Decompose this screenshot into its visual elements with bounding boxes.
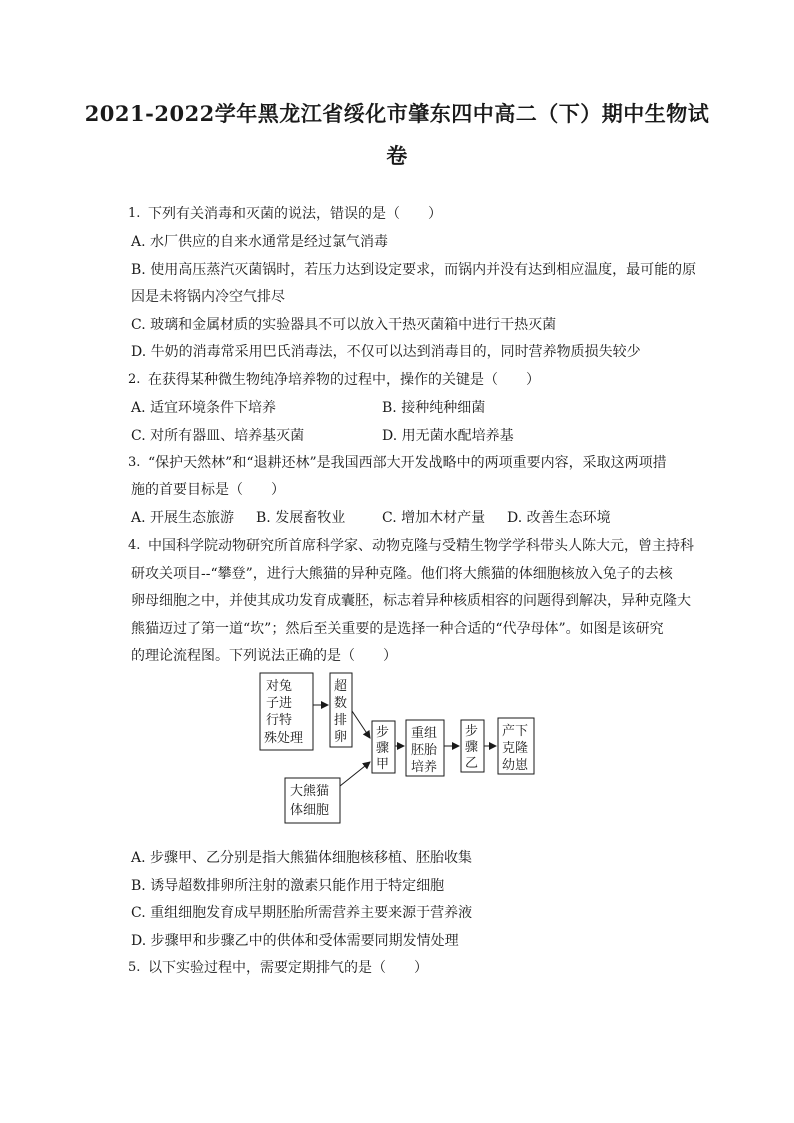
flow-box-text: 乙 <box>465 756 479 771</box>
option-a: A. 开展生态旅游 <box>131 510 235 526</box>
flow-box-text: 子进 <box>266 696 293 711</box>
option-c: C. 重组细胞发育成早期胚胎所需营养主要来源于营养液 <box>131 905 473 921</box>
question-stem-line-1: 中国科学院动物研究所首席科学家、动物克隆与受精生物学学科带头人陈大元，曾主持科 <box>148 538 694 554</box>
question-stem: 下列有关消毒和灭菌的说法，错误的是（ ） <box>148 206 442 222</box>
option-b: B. 接种纯种细菌 <box>382 400 486 416</box>
option-d: D. 改善生态环境 <box>507 510 611 526</box>
flow-box-text: 步 <box>376 725 390 740</box>
flow-arrow <box>340 762 370 786</box>
flow-box-text: 幼崽 <box>502 758 529 773</box>
flow-box-text: 胚胎 <box>411 743 438 758</box>
option-b: B. 发展畜牧业 <box>256 510 346 526</box>
option-a: A. 步骤甲、乙分别是指大熊猫体细胞核移植、胚胎收集 <box>131 850 473 866</box>
option-d: D. 牛奶的消毒常采用巴氏消毒法，不仅可以达到消毒目的，同时营养物质损失较少 <box>131 344 641 360</box>
question-stem: 在获得某种微生物纯净培养物的过程中，操作的关键是（ ） <box>148 372 540 388</box>
option-d: D. 步骤甲和步骤乙中的供体和受体需要同期发情处理 <box>131 933 459 949</box>
flow-diagram <box>255 668 545 828</box>
question-stem: 以下实验过程中，需要定期排气的是（ ） <box>148 960 428 976</box>
title-line-1: 2021-2022学年黑龙江省绥化市肇东四中高二（下）期中生物试 <box>84 101 710 126</box>
question-stem-line-3: 卵母细胞之中，并使其成功发育成囊胚，标志着异种核质相容的问题得到解决，异种克隆大 <box>131 593 691 609</box>
option-c: C. 增加木材产量 <box>382 510 486 526</box>
flow-box-text: 步 <box>465 724 479 739</box>
flow-box-text: 重组 <box>411 726 438 741</box>
option-d: D. 用无菌水配培养基 <box>382 428 514 444</box>
flow-arrow <box>352 711 370 738</box>
question-number: 1. <box>128 206 141 221</box>
flow-box-text: 大熊猫 <box>290 784 330 799</box>
flow-box-text: 甲 <box>376 757 390 772</box>
question-number: 3. <box>128 455 141 470</box>
flow-box-text: 数 <box>334 696 348 711</box>
flow-box-text: 对兔 <box>266 679 293 694</box>
flow-box-text: 体细胞 <box>290 803 330 818</box>
option-b-line-2: 因是未将锅内冷空气排尽 <box>131 289 285 305</box>
option-c: C. 玻璃和金属材质的实验器具不可以放入干热灭菌箱中进行干热灭菌 <box>131 317 557 333</box>
option-b-line-1: B. 使用高压蒸汽灭菌锅时，若压力达到设定要求，而锅内并没有达到相应温度，最可能的原 <box>131 262 697 278</box>
question-stem-line-4: 熊猫迈过了第一道“坎”；然后至关重要的是选择一种合适的“代孕母体”。如图是该研究 <box>131 621 664 637</box>
question-number: 5. <box>128 960 141 975</box>
question-stem-line-5: 的理论流程图。下列说法正确的是（ ） <box>131 648 397 664</box>
option-a: A. 水厂供应的自来水通常是经过氯气消毒 <box>131 234 389 250</box>
flow-box-text: 产下 <box>502 724 529 739</box>
flow-box-text: 殊处理 <box>264 731 304 746</box>
flow-box-text: 排 <box>334 713 348 728</box>
flow-box-text: 行特 <box>266 713 293 728</box>
flow-box-text: 超 <box>334 679 348 694</box>
option-a: A. 适宜环境条件下培养 <box>131 400 277 416</box>
option-c: C. 对所有器皿、培养基灭菌 <box>131 428 305 444</box>
question-number: 4. <box>128 538 141 553</box>
flow-box-text: 骤 <box>376 741 390 756</box>
question-stem-line-1: “保护天然林”和“退耕还林”是我国西部大开发战略中的两项重要内容，采取这两项措 <box>148 455 667 471</box>
flow-box-text: 培养 <box>411 760 438 775</box>
option-b: B. 诱导超数排卵所注射的激素只能作用于特定细胞 <box>131 878 445 894</box>
question-stem-line-2: 施的首要目标是（ ） <box>131 482 285 498</box>
title-line-2: 卷 <box>386 143 408 168</box>
question-stem-line-2: 研攻关项目--“攀登”，进行大熊猫的异种克隆。他们将大熊猫的体细胞核放入兔子的去核 <box>131 566 673 582</box>
flow-box-text: 克隆 <box>502 741 529 756</box>
flow-box-text: 骤 <box>465 740 479 755</box>
question-number: 2. <box>128 372 141 387</box>
flow-box-text: 卵 <box>334 730 348 745</box>
